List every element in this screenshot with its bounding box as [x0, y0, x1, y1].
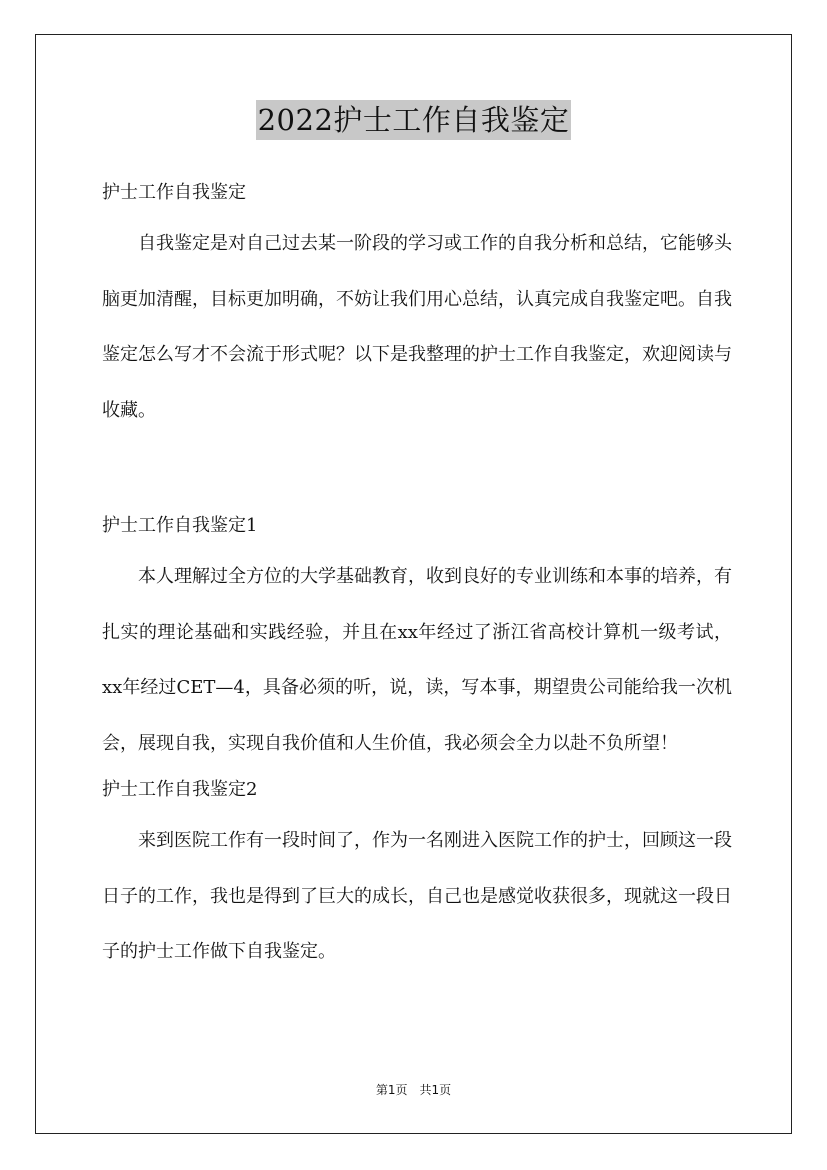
- section-body-2: 来到医院工作有一段时间了，作为一名刚进入医院工作的护士，回顾这一段日子的工作，我也是得到了巨大的成长，自己也是感觉收获很多，现就这一段日子的护士工作做下自我鉴定。: [102, 830, 732, 962]
- page-number-total: 共1页: [419, 1083, 452, 1097]
- document-subtitle: 护士工作自我鉴定: [102, 182, 246, 203]
- document-title: 2022护士工作自我鉴定: [256, 100, 572, 140]
- section-body-1: 本人理解过全方位的大学基础教育，收到良好的专业训练和本事的培养，有扎实的理论基础和实践经验，并且在xx年经过了浙江省高校计算机一级考试，xx年经过CET—4，具备必须的听，说，读，写本事，期望贵公司能给我一次机会，展现自我，实现自我价值和人生价值，我必须会全力以赴不负所望！: [102, 566, 732, 754]
- title-container: [0, 100, 827, 140]
- page-number-current: 第1页: [375, 1083, 408, 1097]
- section-heading-1: 护士工作自我鉴定1: [102, 515, 258, 536]
- document-body: [102, 174, 732, 980]
- section-heading-2: 护士工作自我鉴定2: [102, 779, 258, 800]
- page-footer: [0, 1081, 827, 1099]
- intro-paragraph: 自我鉴定是对自己过去某一阶段的学习或工作的自我分析和总结，它能够头脑更加清醒，目标更加明确，不妨让我们用心总结，认真完成自我鉴定吧。自我鉴定怎么写才不会流于形式呢？以下是我整理的护士工作自我鉴定，欢迎阅读与收藏。: [102, 233, 732, 421]
